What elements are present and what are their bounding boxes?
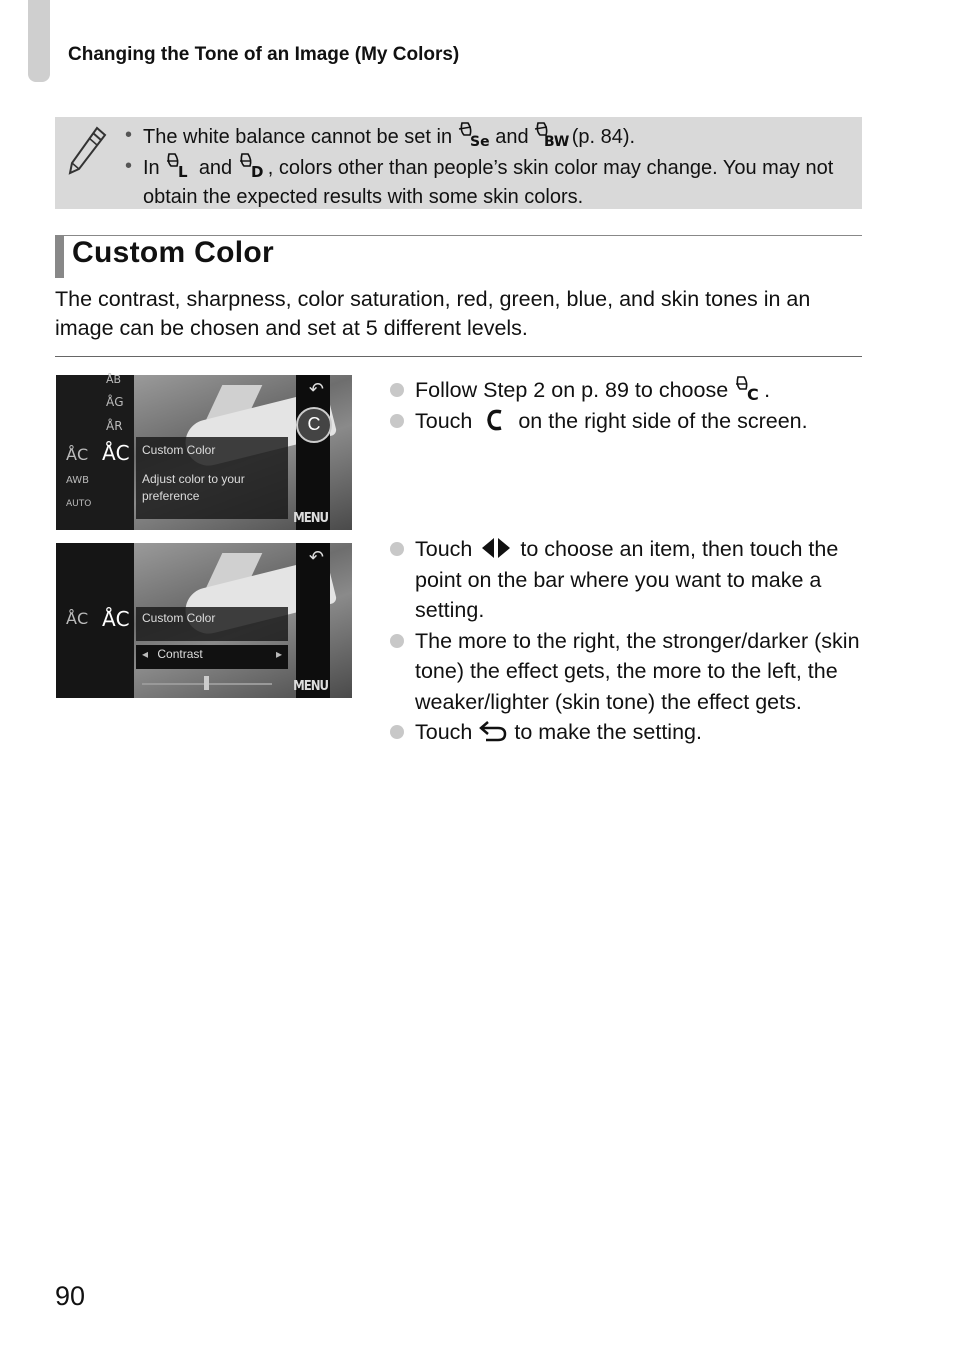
step-item xyxy=(388,375,868,406)
step-text: Follow Step 2 on p. 89 to choose xyxy=(415,378,729,402)
camera-screen-2 xyxy=(56,543,330,698)
svg-text:L: L xyxy=(178,163,188,181)
steps-group-2 xyxy=(388,534,868,748)
pencil-icon xyxy=(67,125,107,175)
section-intro: The contrast, sharpness, color saturation, red, green, blue, and skin tones in an image can be chosen and set at 5 different levels. xyxy=(55,287,811,340)
svg-text:C: C xyxy=(747,385,759,404)
svg-text:BW: BW xyxy=(544,134,570,150)
left-right-arrows-icon xyxy=(478,536,514,560)
note-text: In xyxy=(143,157,160,179)
note-text: , colors other than people’s skin color may change. You may not obtain the expected results with some skin colors. xyxy=(143,157,834,208)
custom-color-c-button[interactable]: C xyxy=(296,407,332,443)
custom-color-panel xyxy=(136,437,288,519)
item-right-arrow-icon[interactable]: ▸ xyxy=(275,647,282,661)
step-item xyxy=(388,406,868,437)
step-text: Touch xyxy=(415,408,473,433)
step-item xyxy=(388,626,868,718)
return-arrow-icon xyxy=(478,719,508,743)
note-box xyxy=(55,117,862,209)
back-icon[interactable]: ↶ xyxy=(308,379,324,399)
sepia-icon xyxy=(458,121,490,150)
level-marker[interactable] xyxy=(204,676,209,690)
my-colors-custom-icon[interactable]: ÅC xyxy=(66,445,89,464)
step-text: to make the setting. xyxy=(514,720,702,744)
back-icon[interactable]: ↶ xyxy=(308,547,324,567)
c-button-icon xyxy=(478,408,512,432)
step-text: Touch xyxy=(415,537,473,561)
item-selector xyxy=(136,645,288,669)
svg-text:D: D xyxy=(250,163,264,181)
panel-description: Adjust color to your preference xyxy=(142,472,245,503)
step-text: to choose an item, then touch the point on the bar where you want to make a setting. xyxy=(415,537,839,622)
my-colors-custom-icon[interactable]: ÅC xyxy=(66,609,89,628)
bw-icon xyxy=(534,121,570,150)
note-item xyxy=(125,121,845,152)
step-text: . xyxy=(764,378,771,402)
lighter-skin-icon xyxy=(165,152,193,181)
awb-icon[interactable]: AWB xyxy=(66,475,90,486)
step-item xyxy=(388,717,868,748)
divider xyxy=(55,356,862,357)
item-label: Contrast xyxy=(157,647,203,661)
page-number: 90 xyxy=(55,1281,86,1311)
svg-text:Se: Se xyxy=(469,134,490,150)
my-colors-g-icon[interactable]: ÅG xyxy=(106,395,124,409)
step-item xyxy=(388,534,868,626)
note-text: The white balance cannot be set in xyxy=(143,126,453,148)
custom-color-panel xyxy=(136,607,288,641)
note-text: and xyxy=(495,126,529,148)
panel-title: Custom Color xyxy=(142,611,216,625)
step-text: on the right side of the screen. xyxy=(518,408,808,433)
section-title: Custom Color xyxy=(72,236,274,269)
section-bar xyxy=(55,236,64,278)
my-colors-custom-selected-icon[interactable]: ÅC xyxy=(102,441,130,465)
page-header-title: Changing the Tone of an Image (My Colors) xyxy=(68,44,460,65)
step-text: Touch xyxy=(415,720,473,744)
menu-button[interactable]: MENU xyxy=(293,511,328,526)
steps-group-1 xyxy=(388,375,868,436)
my-colors-custom-selected-icon[interactable]: ÅC xyxy=(102,607,130,631)
menu-button[interactable]: MENU xyxy=(293,679,328,694)
page-tab xyxy=(28,0,50,82)
darker-skin-icon xyxy=(238,152,268,181)
iso-auto-icon[interactable]: AUTO xyxy=(66,499,92,509)
my-colors-r-icon[interactable]: ÅR xyxy=(106,419,123,433)
note-text: and xyxy=(198,157,233,179)
custom-color-icon xyxy=(734,375,764,404)
step-text: The more to the right, the stronger/darker (skin tone) the effect gets, the more to the left, the weaker/lighter (skin tone) the effect gets. xyxy=(415,628,860,714)
note-item xyxy=(125,152,845,212)
camera-screen-1 xyxy=(56,375,330,530)
panel-title: Custom Color xyxy=(142,443,216,457)
note-text: (p. 84). xyxy=(571,126,636,148)
my-colors-b-icon[interactable]: ÅB xyxy=(106,373,122,386)
item-left-arrow-icon[interactable]: ◂ xyxy=(142,647,149,661)
note-list xyxy=(125,121,845,212)
